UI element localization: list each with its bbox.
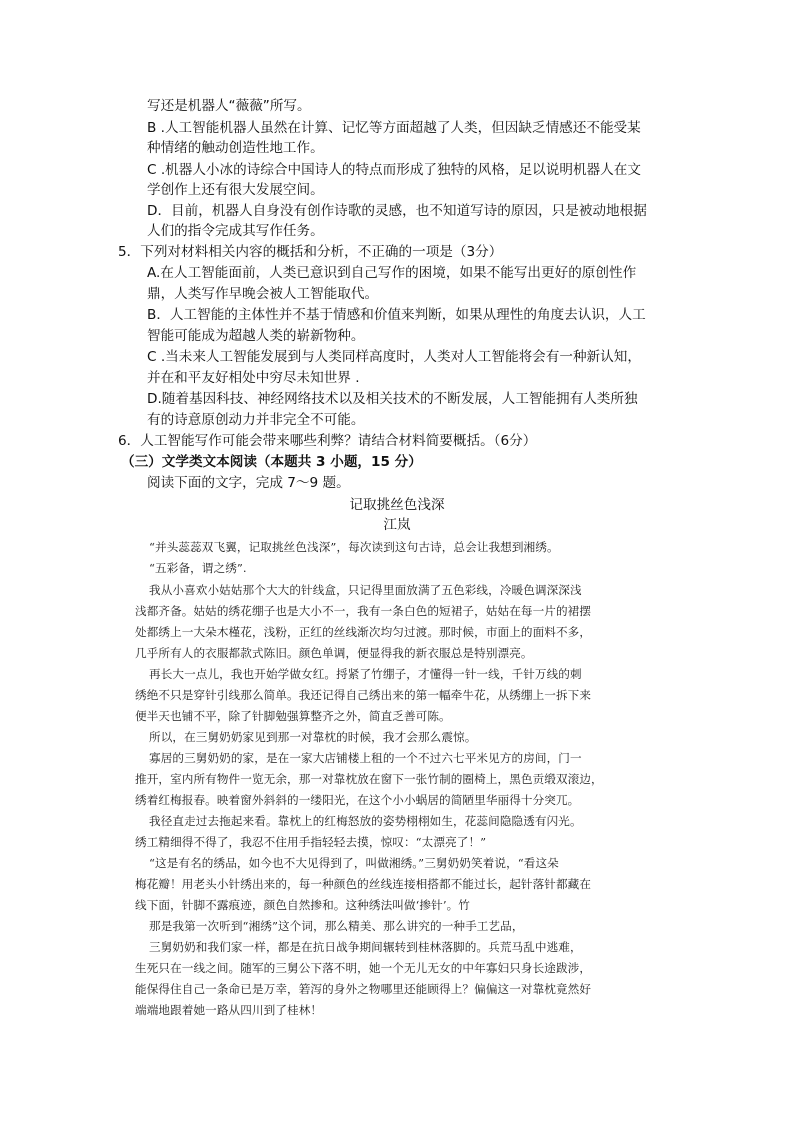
story-line-15: 绣工精细得不得了，我忍不住用手指轻轻去摸，惊叹：“太漂亮了！”: [135, 835, 487, 849]
question-5-stem: 5．下列对材料相关内容的概括和分析，不正确的一项是（3分）: [118, 244, 503, 260]
q5-option-b-line2: 智能可能成为超越人类的崭新物种。: [147, 328, 365, 344]
story-line-7: 再长大一点儿，我也开始学做女红。捋紧了竹绷子，才懂得一针一线，千针万线的刺: [149, 667, 582, 681]
q5-option-d-line2: 有的诗意原创动力并非完全不可能。: [147, 412, 365, 428]
story-line-17: 梅花瓣！用老头小针绣出来的，每一种颜色的丝线连接相搭都不能过长，起针落针都藏在: [135, 877, 592, 891]
story-line-4: 浅都齐备。姑姑的绣花绷子也是大小不一，我有一条白色的短裙子，姑姑在每一片的裙摆: [135, 604, 592, 618]
story-line-13: 绣着红梅报春。映着窗外斜斜的一缕阳光，在这个小小蜗居的简陋里华丽得十分突兀。: [135, 793, 580, 807]
q4-option-a-continued: 写还是机器人“薇薇”所写。: [147, 98, 311, 114]
q4-option-b-line1: B .人工智能机器人虽然在计算、记忆等方面超越了人类，但因缺乏情感还不能受某: [147, 120, 641, 136]
q5-option-a-line2: 鼎，人类写作早晚会被人工智能取代。: [147, 286, 379, 302]
story-line-1: “并头蕊蕊双飞翼，记取挑丝色浅深”，每次读到这句古诗，总会让我想到湘绣。: [149, 540, 559, 554]
story-line-21: 生死只在一线之间。随军的三舅公下落不明，她一个无儿无女的中年寡妇只身长途跋涉，: [135, 961, 592, 975]
q4-option-d-line1: D．目前，机器人自身没有创作诗歌的灵感，也不知道写诗的原因，只是被动地根据: [147, 203, 647, 219]
story-line-2: “五彩备，谓之绣”.: [149, 561, 247, 575]
section-3-instruction: 阅读下面的文字，完成 7～9 题。: [147, 475, 350, 491]
q4-option-b-line2: 种情绪的触动创造性地工作。: [147, 140, 324, 156]
story-line-14: 我径直走过去拖起来看。靠枕上的红梅怒放的姿势栩栩如生，花蕊间隐隐透有闪光。: [149, 814, 582, 828]
story-line-19: 那是我第一次听到“湘绣”这个词，那么精美、那么讲究的一种手工艺品，: [149, 919, 524, 933]
story-line-6: 几乎所有人的衣服都款式陈旧。颜色单调，便显得我的新衣服总是特别漂亮。: [135, 646, 533, 660]
story-line-10: 所以，在三舅奶奶家见到那一对靠枕的时候，我才会那么震惊。: [149, 730, 477, 744]
story-line-12: 推开，室内所有物件一览无余，那一对靠枕放在窗下一张竹制的圈椅上，黑色贡缎双滚边，: [135, 772, 603, 786]
q5-option-d-line1: D.随着基因科技、神经网络技术以及相关技术的不断发展，人工智能拥有人类所独: [147, 391, 638, 407]
story-line-8: 绣绝不只是穿针引线那么简单。我还记得自己绣出来的第一幅牵牛花，从绣绷上一拆下来: [135, 688, 592, 702]
story-line-9: 便半天也铺不平，除了针脚勉强算整齐之外，简直乏善可陈。: [135, 709, 451, 723]
q5-option-c-line2: 并在和平友好相处中穷尽未知世界 .: [147, 370, 360, 386]
q4-option-c-line2: 学创作上还有很大发展空间。: [147, 182, 324, 198]
q5-option-c-line1: C .当未来人工智能发展到与人类同样高度时，人类对人工智能将会有一种新认知，: [147, 349, 641, 365]
article-author: 江岚: [383, 517, 411, 533]
q4-option-d-line2: 人们的指令完成其写作任务。: [147, 223, 324, 239]
question-6-stem: 6．人工智能写作可能会带来哪些利弊？请结合材料简要概括。（6分）: [118, 433, 537, 449]
story-line-11: 寡居的三舅奶奶的家，是在一家大店铺楼上租的一个不过六七平米见方的房间，门一: [149, 751, 582, 765]
section-3-heading: （三）文学类文本阅读（本题共 3 小题，15 分）: [121, 454, 422, 470]
story-line-23: 端端地跟着她一路从四川到了桂林！: [135, 1003, 323, 1017]
story-line-16: “这是有名的绣品，如今也不大见得到了，叫做湘绣。”三舅奶奶笑着说，“看这朵: [149, 856, 559, 870]
story-line-5: 处都绣上一大朵木槿花，浅粉，正红的丝线渐次均匀过渡。那时候，市面上的面料不多，: [135, 625, 592, 639]
story-line-18: 线下面，针脚不露痕迹，颜色自然掺和。这种绣法叫做‘掺针’。竹: [135, 898, 470, 912]
story-line-20: 三舅奶奶和我们家一样，都是在抗日战争期间辗转到桂林落脚的。兵荒马乱中逃难，: [149, 940, 582, 954]
q5-option-b-line1: B．人工智能的主体性并不基于情感和价值来判断，如果从理性的角度去认识，人工: [147, 307, 646, 323]
q5-option-a-line1: A.在人工智能面前，人类已意识到自己写作的困境，如果不能写出更好的原创性作: [147, 265, 637, 281]
story-line-22: 能保得住自己一条命已是万幸，箬泻的身外之物哪里还能顾得上？偏偏这一对靠枕竟然好: [135, 982, 592, 996]
q4-option-c-line1: C .机器人小冰的诗综合中国诗人的特点而形成了独特的风格，足以说明机器人在文: [147, 162, 641, 178]
story-line-3: 我从小喜欢小姑姑那个大大的针线盒，只记得里面放满了五色彩线，冷暖色调深深浅: [149, 583, 582, 597]
article-title: 记取挑丝色浅深: [349, 497, 445, 513]
